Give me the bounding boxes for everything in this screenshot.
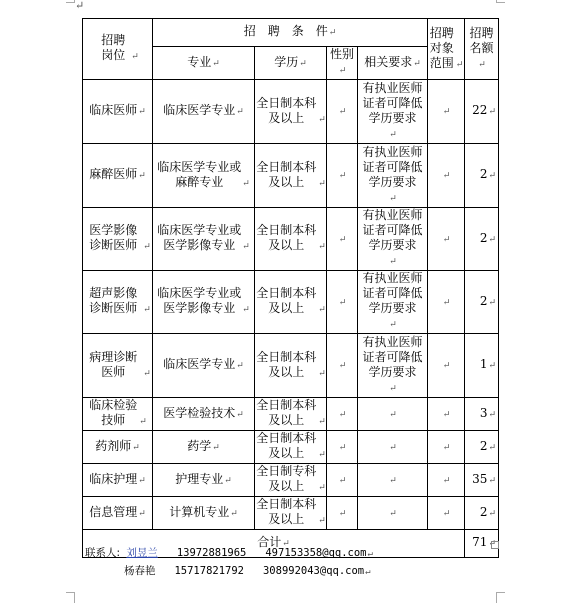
requirements-cell: 有执业医师证者可降低学历要求↵ (358, 271, 428, 334)
header-requirements-cell: 相关要求↵ (358, 47, 428, 80)
requirements-cell: 有执业医师证者可降低学历要求↵ (358, 208, 428, 271)
quota-cell: 2↵ (465, 431, 499, 464)
major-cell: 医学检验技术↵ (153, 398, 255, 431)
education-cell: 全日制本科及以上 ↵ (255, 431, 327, 464)
table-row (83, 497, 499, 530)
requirements-cell: ↵ (358, 398, 428, 431)
target-cell: ↵ (428, 464, 465, 497)
table-row (83, 431, 499, 464)
header-conditions-cell: 招 聘 条 件↵ (153, 19, 428, 47)
quota-cell: 1↵ (465, 334, 499, 398)
major-cell: 临床医学专业或麻醉专业 ↵ (153, 144, 255, 208)
header-education-cell: 学历↵ (255, 47, 327, 80)
major-cell: 临床医学专业或医学影像专业 ↵ (153, 208, 255, 271)
target-cell: ↵ (428, 80, 465, 144)
gender-cell: ↵ (327, 334, 358, 398)
target-cell: ↵ (428, 271, 465, 334)
contact-name: 刘昱兰 (126, 547, 158, 559)
quota-cell: 2↵ (465, 271, 499, 334)
gender-cell: ↵ (327, 398, 358, 431)
target-cell: ↵ (428, 398, 465, 431)
crop-mark-bottom-right (496, 592, 505, 603)
target-cell: ↵ (428, 497, 465, 530)
education-cell: 全日制本科及以上 ↵ (255, 208, 327, 271)
header-gender-cell: 性别↵ (327, 47, 358, 80)
requirements-cell: ↵ (358, 431, 428, 464)
gender-cell: ↵ (327, 271, 358, 334)
table-row (83, 208, 499, 271)
education-cell: 全日制本科及以上 ↵ (255, 144, 327, 208)
crop-mark-bottom-left (66, 592, 75, 603)
header-quota-cell: 招聘名额↵ (465, 19, 499, 80)
position-cell: 麻醉医师↵ (83, 144, 153, 208)
table-row (83, 464, 499, 497)
total-label-cell: 合计↵ (83, 530, 465, 558)
table-header-row (83, 19, 499, 47)
header-major-cell: 专业↵ (153, 47, 255, 80)
table-row (83, 271, 499, 334)
requirements-cell: 有执业医师证者可降低学历要求↵ (358, 334, 428, 398)
education-cell: 全日制专科及以上 ↵ (255, 464, 327, 497)
target-cell: ↵ (428, 334, 465, 398)
position-cell: 病理诊断医师 ↵ (83, 334, 153, 398)
contact-line-1: 联系人: 刘昱兰 13972881965 497153358@qq.com↵ (85, 547, 373, 559)
gender-cell: ↵ (327, 208, 358, 271)
major-cell: 临床医学专业↵ (153, 334, 255, 398)
target-cell: ↵ (428, 144, 465, 208)
quota-cell: 2↵ (465, 208, 499, 271)
requirements-cell: 有执业医师证者可降低学历要求↵ (358, 144, 428, 208)
contact-phone: 13972881965 (176, 547, 247, 559)
major-cell: 临床医学专业↵ (153, 80, 255, 144)
major-cell: 护理专业↵ (153, 464, 255, 497)
quota-cell: 2↵ (465, 497, 499, 530)
position-cell: 临床检验技师 ↵ (83, 398, 153, 431)
header-target-cell: 招聘对象范围 ↵ (428, 19, 465, 80)
quota-cell: 2↵ (465, 144, 499, 208)
quota-cell: 35↵ (465, 464, 499, 497)
gender-cell: ↵ (327, 144, 358, 208)
education-cell: 全日制本科及以上 ↵ (255, 80, 327, 144)
header-position-cell: 招聘岗位 ↵ (83, 19, 153, 80)
education-cell: 全日制本科及以上 ↵ (255, 497, 327, 530)
education-cell: 全日制本科及以上 ↵ (255, 271, 327, 334)
gender-cell: ↵ (327, 80, 358, 144)
position-cell: 药剂师↵ (83, 431, 153, 464)
gender-cell: ↵ (327, 431, 358, 464)
target-cell: ↵ (428, 431, 465, 464)
paragraph-mark: ↵ (75, 0, 85, 12)
contact-name: 杨春艳 (124, 565, 156, 577)
position-cell: 信息管理↵ (83, 497, 153, 530)
gender-cell: ↵ (327, 497, 358, 530)
major-cell: 计算机专业↵ (153, 497, 255, 530)
position-cell: 医学影像诊断医师 ↵ (83, 208, 153, 271)
table-row (83, 334, 499, 398)
major-cell: 药学↵ (153, 431, 255, 464)
contact-line-2: 杨春艳 15717821792 308992043@qq.com↵ (124, 565, 371, 577)
quota-cell: 3↵ (465, 398, 499, 431)
position-cell: 临床护理↵ (83, 464, 153, 497)
contact-email: 308992043@qq.com (262, 565, 365, 577)
target-cell: ↵ (428, 208, 465, 271)
major-cell: 临床医学专业或医学影像专业 ↵ (153, 271, 255, 334)
table-resize-handle[interactable] (491, 541, 499, 549)
education-cell: 全日制本科及以上 ↵ (255, 398, 327, 431)
crop-mark-top-left (66, 0, 75, 3)
requirements-cell: 有执业医师证者可降低学历要求↵ (358, 80, 428, 144)
contact-phone: 15717821792 (174, 565, 245, 577)
requirements-cell: ↵ (358, 497, 428, 530)
recruitment-table (82, 18, 499, 558)
education-cell: 全日制本科及以上 ↵ (255, 334, 327, 398)
crop-mark-top-right (496, 0, 505, 3)
position-cell: 超声影像诊断医师 ↵ (83, 271, 153, 334)
quota-cell: 22↵ (465, 80, 499, 144)
table-row (83, 144, 499, 208)
contact-email: 497153358@qq.com (265, 547, 367, 559)
requirements-cell: ↵ (358, 464, 428, 497)
position-cell: 临床医师↵ (83, 80, 153, 144)
gender-cell: ↵ (327, 464, 358, 497)
table-row (83, 398, 499, 431)
table-row (83, 80, 499, 144)
total-value-cell: 71↵ (465, 530, 499, 558)
